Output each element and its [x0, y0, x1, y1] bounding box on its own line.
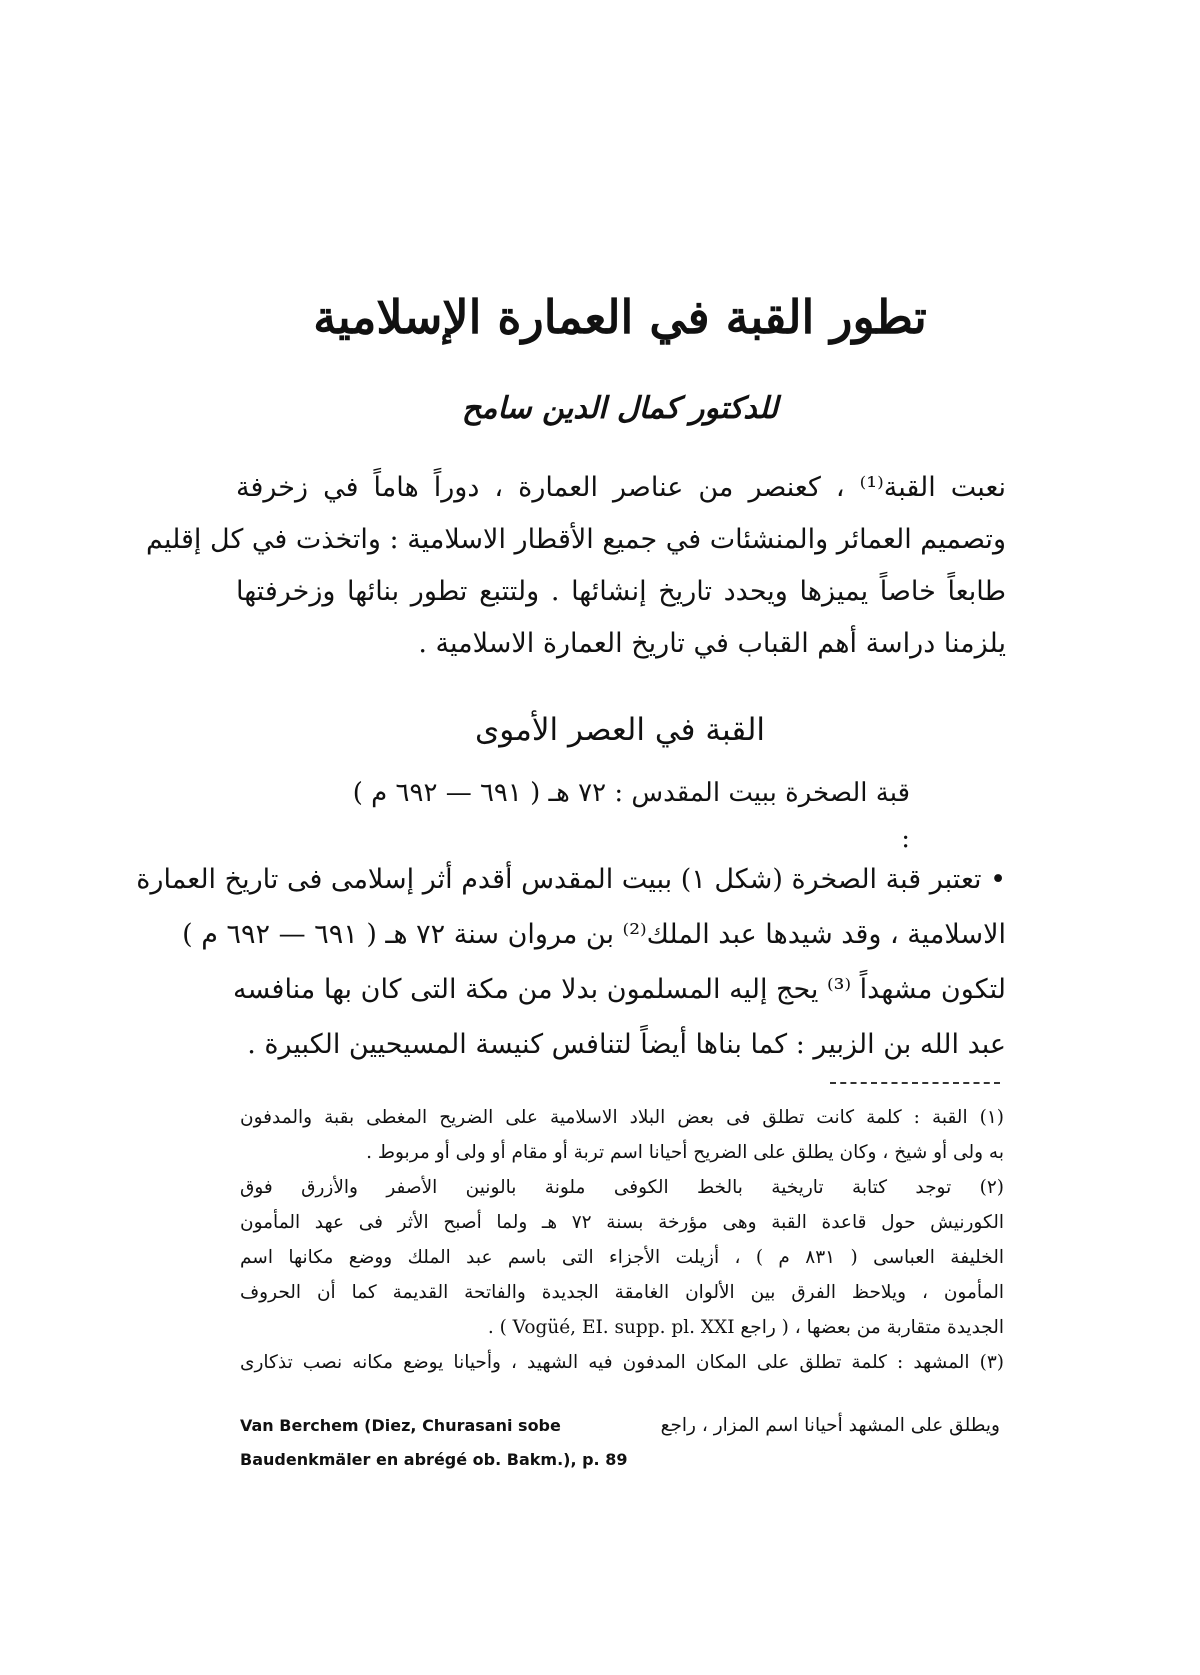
subheading: قبة الصخرة ببيت المقدس : ٧٢ هـ ( ٦٩١ — ٦٩٢ م ) :: [352, 778, 910, 854]
footnote-line-8: (٣) المشهد : كلمة تطلق على المكان المدفون فيه الشهيد ، وأحيانا يوضع مكانه نصب تذكارى: [240, 1352, 1004, 1373]
footnote-latin-line-2: Baudenkmäler en abrégé ob. Bakm.), p. 89: [240, 1450, 628, 1469]
footnote-divider: [830, 1082, 1000, 1084]
footnote-line-5: الخليفة العباسى ( ٨٣١ م ) ، أزيلت الأجزاء التى باسم عبد الملك ووضع مكانها اسم: [240, 1247, 1005, 1268]
footnote-line-7: الجديدة متقاربة من بعضها ، ( راجع Vogüé, EI. supp. pl. XXI ) .: [487, 1317, 1004, 1338]
footnote-latin-arabic: ويطلق على المشهد أحيانا اسم المزار ، راجع: [660, 1415, 1000, 1436]
body-line-3: لتكون مشهداً ⁽³⁾ يحج إليه المسلمون بدلا من مكة التى كان بها منافسه: [232, 974, 1006, 1005]
article-title: تطور القبة في العمارة الإسلامية: [313, 290, 927, 344]
body-line-2: الاسلامية ، وقد شيدها عبد الملك⁽²⁾ بن مروان سنة ٧٢ هـ ( ٦٩١ — ٦٩٢ م ): [182, 919, 1006, 950]
footnote-line-4: الكورنيش حول قاعدة القبة وهى مؤرخة بسنة ٧٢ هـ ولما أصبح الأثر فى عهد المأمون: [240, 1212, 1004, 1233]
intro-line-1: نعبت القبة⁽¹⁾ ، كعنصر من عناصر العمارة ، دوراً هاماً في زخرفة: [236, 472, 1006, 503]
intro-line-3: طابعاً خاصاً يميزها ويحدد تاريخ إنشائها . ولتتبع تطور بنائها وزخرفتها: [236, 576, 1006, 607]
footnotes-block: [240, 1100, 1004, 1380]
body-paragraph: [136, 852, 1006, 1072]
body-line-1: • تعتبر قبة الصخرة (شكل ١) ببيت المقدس أقدم أثر إسلامى فى تاريخ العمارة: [136, 864, 1006, 895]
footnote-latin-line-1: [240, 1409, 1000, 1443]
intro-paragraph: [145, 462, 1006, 670]
author-line: للدكتور كمال الدين سامح: [461, 391, 779, 426]
footnote-line-3: (٢) توجد كتابة تاريخية بالخط الكوفى ملونة بالونين الأصفر والأزرق فوق: [240, 1177, 1004, 1198]
footnote-latin-text-1: Van Berchem (Diez, Churasani sobe: [240, 1416, 561, 1435]
section-heading: القبة في العصر الأموى: [474, 712, 766, 748]
footnote-line-2: به ولى أو شيخ ، وكان يطلق على الضريح أحيانا اسم تربة أو مقام أو ولى أو مربوط .: [366, 1142, 1004, 1163]
footnote-line-6: المأمون ، ويلاحظ الفرق بين الألوان الغامقة الجديدة والفاتحة القديمة كما أن الحروف: [240, 1282, 1004, 1303]
body-line-4: عبد الله بن الزبير : كما بناها أيضاً لتنافس كنيسة المسيحيين الكبيرة .: [247, 1029, 1006, 1060]
footnote-line-1: (١) القبة : كلمة كانت تطلق فى بعض البلاد الاسلامية على الضريح المغطى بقبة والمدفون: [240, 1107, 1004, 1128]
intro-line-4: يلزمنا دراسة أهم القباب في تاريخ العمارة الاسلامية .: [418, 628, 1006, 659]
intro-line-2: وتصميم العمائر والمنشئات في جميع الأقطار الاسلامية : واتخذت في كل إقليم: [145, 524, 1006, 555]
